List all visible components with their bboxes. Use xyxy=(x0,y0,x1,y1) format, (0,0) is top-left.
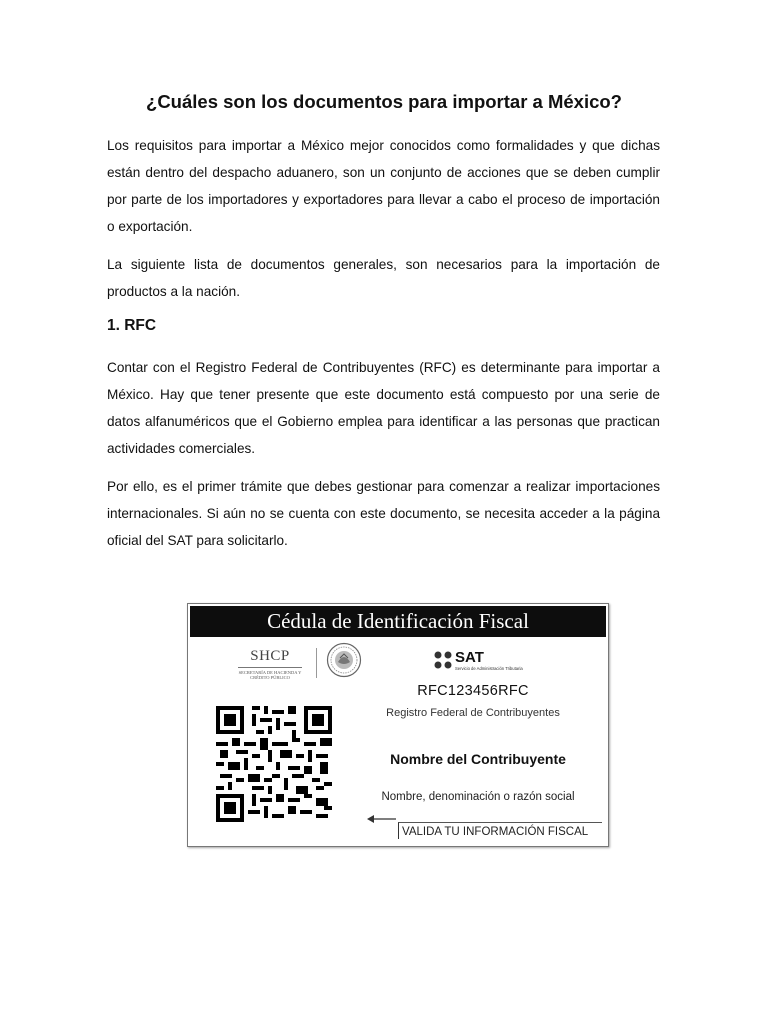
page-title: ¿Cuáles son los documentos para importar a México? xyxy=(146,91,622,112)
card-header: Cédula de Identificación Fiscal xyxy=(190,606,606,637)
denominacion-label: Nombre, denominación o razón social xyxy=(381,791,575,803)
sat-logo-text: SAT xyxy=(455,649,484,666)
rfc-followup-paragraph: Por ello, es el primer trámite que debes gestionar para comenzar a realizar importaciones internacionales. Si aún no se cuenta con este documento, se necesita acceder a la página oficial del SAT para solicitarlo. xyxy=(107,479,660,548)
logo-divider xyxy=(316,648,317,678)
sat-logo-subtext: Servicio de Administración Tributaria xyxy=(455,666,523,671)
intro-paragraph: Los requisitos para importar a México mejor conocidos como formalidades y que dichas están dentro del despacho aduanero, son un conjunto de acciones que se deben cumplir por parte de los importadores y exportadores para llevar a cabo el proceso de importación o exportación. xyxy=(107,138,660,234)
contribuyente-name: Nombre del Contribuyente xyxy=(390,751,566,767)
shcp-logo-subtext: SECRETARÍA DE HACIENDA Y CRÉDITO PÚBLICO xyxy=(238,670,302,680)
shcp-logo xyxy=(232,648,308,680)
arrow-left-icon xyxy=(366,813,398,825)
shcp-logo-text: SHCP xyxy=(250,648,290,664)
registro-label: Registro Federal de Contribuyentes xyxy=(386,707,560,719)
section-heading-rfc: 1. RFC xyxy=(107,317,157,334)
shcp-logo-line xyxy=(238,667,302,668)
valida-informacion-label: VALIDA TU INFORMACIÓN FISCAL xyxy=(398,822,602,839)
rfc-paragraph: Contar con el Registro Federal de Contribuyentes (RFC) es determinante para importar a México. Hay que tener presente que este documento está compuesto por una serie de datos alfanuméricos que el Gobierno emplea para identificar a las personas que practican actividades comerciales. xyxy=(107,360,660,456)
mexico-seal-icon xyxy=(326,642,362,678)
rfc-code: RFC123456RFC xyxy=(417,683,529,699)
cedula-fiscal-card xyxy=(187,603,609,847)
list-intro-paragraph: La siguiente lista de documentos generales, son necesarios para la importación de productos a la nación. xyxy=(107,257,660,299)
qr-code-icon xyxy=(216,706,332,822)
sat-logo-icon xyxy=(433,650,453,670)
